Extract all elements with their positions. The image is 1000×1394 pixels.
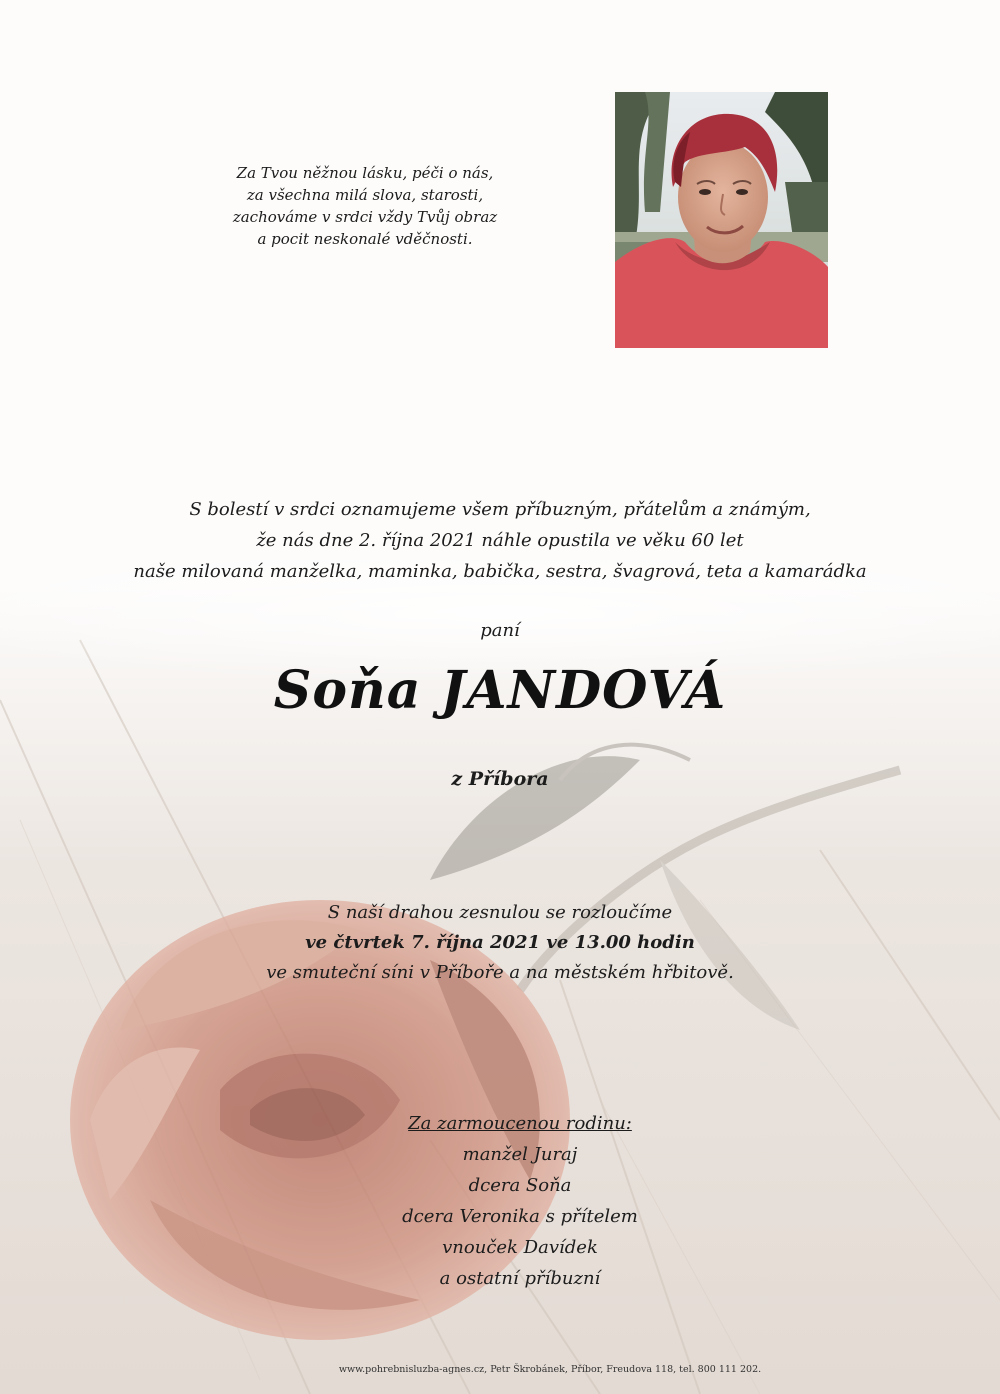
family-member: manžel Juraj bbox=[462, 1144, 578, 1165]
farewell-intro: S naší drahou zesnulou se rozloučíme bbox=[327, 902, 673, 923]
origin-town: z Příbora bbox=[451, 768, 549, 790]
family-heading: Za zarmoucenou rodinu: bbox=[408, 1113, 632, 1134]
funeral-place: ve smuteční síni v Příboře a na městském hřbitově. bbox=[266, 962, 734, 983]
announcement-line: že nás dne 2. října 2021 náhle opustila ve věku 60 let bbox=[256, 530, 744, 551]
mourning-family bbox=[310, 1108, 730, 1294]
honorific: paní bbox=[480, 620, 520, 641]
funeral-details bbox=[150, 898, 850, 988]
memorial-verse bbox=[190, 162, 540, 250]
family-member: a ostatní příbuzní bbox=[439, 1268, 601, 1289]
funeral-service-footer: www.pohrebnisluzba-agnes.cz, Petr Škrobánek, Příbor, Freudova 118, tel. 800 111 202. bbox=[338, 1364, 762, 1375]
family-member: dcera Veronika s přítelem bbox=[402, 1206, 638, 1227]
funeral-datetime: ve čtvrtek 7. října 2021 ve 13.00 hodin bbox=[305, 932, 695, 953]
verse-line: za všechna milá slova, starosti, bbox=[246, 186, 484, 204]
death-announcement bbox=[100, 494, 900, 587]
verse-line: zachováme v srdci vždy Tvůj obraz bbox=[232, 208, 498, 226]
family-member: dcera Soňa bbox=[468, 1175, 572, 1196]
announcement-line: naše milovaná manželka, maminka, babička, sestra, švagrová, teta a kamarádka bbox=[133, 561, 867, 582]
family-member: vnouček Davídek bbox=[442, 1237, 598, 1258]
portrait-photo bbox=[615, 92, 828, 348]
deceased-name: Soňa JANDOVÁ bbox=[273, 660, 727, 721]
verse-line: Za Tvou něžnou lásku, péči o nás, bbox=[236, 164, 494, 182]
verse-line: a pocit neskonalé vděčnosti. bbox=[257, 230, 473, 248]
announcement-line: S bolestí v srdci oznamujeme všem příbuzným, přátelům a známým, bbox=[189, 499, 811, 520]
